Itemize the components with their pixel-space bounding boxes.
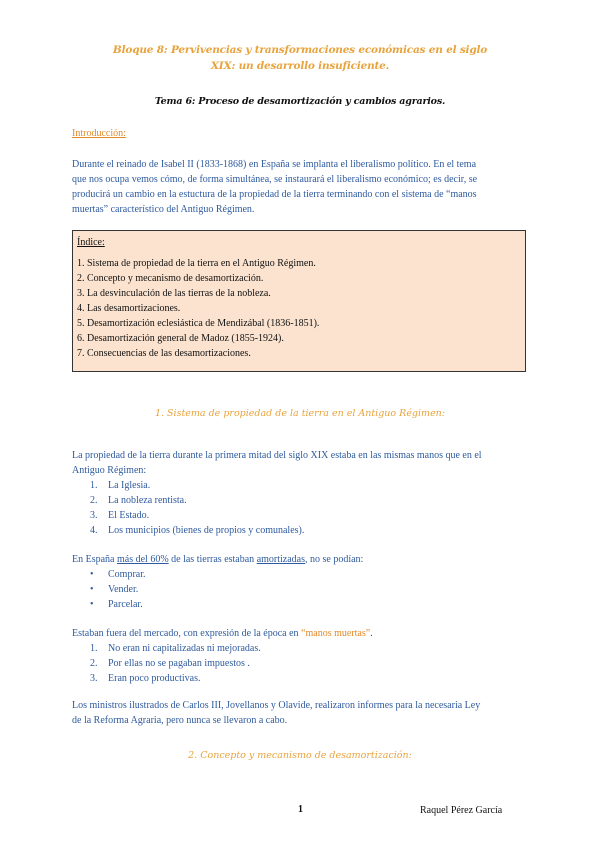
- list-text: La Iglesia.: [108, 480, 151, 491]
- list-number: 2.: [90, 658, 98, 669]
- index-heading: Índice:: [77, 237, 105, 248]
- list-text: Comprar.: [108, 569, 146, 580]
- paragraph-line: La propiedad de la tierra durante la primera mitad del siglo XIX estaba en las mismas manos que en el: [72, 450, 482, 461]
- list-item: [90, 567, 146, 582]
- list-number: 3.: [90, 510, 98, 521]
- list-item: [90, 523, 304, 538]
- list-number: 1.: [90, 480, 98, 491]
- list-number: 4.: [90, 525, 98, 536]
- index-item: 1. Sistema de propiedad de la tierra en el Antiguo Régimen.: [77, 258, 316, 269]
- list-number: 2.: [90, 495, 98, 506]
- index-item: 5. Desamortización eclesiástica de Mendizábal (1836-1851).: [77, 318, 320, 329]
- quote-manos-muertas: “manos muertas”: [301, 628, 371, 639]
- index-item: 6. Desamortización general de Madoz (1855-1924).: [77, 333, 284, 344]
- cannot-list: [90, 567, 146, 612]
- list-text: Por ellas no se pagaban impuestos .: [108, 658, 250, 669]
- intro-line: muertas” característico del Antiguo Régimen.: [72, 204, 255, 215]
- intro-line: producirá un cambio en la estuctura de la propiedad de la tierra terminando con el sistema de “manos: [72, 189, 477, 200]
- section1-paragraph4: [72, 698, 542, 728]
- text-run: .: [370, 628, 373, 639]
- bullet-icon: •: [90, 584, 94, 595]
- author-name: Raquel Pérez García: [420, 805, 503, 816]
- list-item: [90, 641, 261, 656]
- list-text: Eran poco productivas.: [108, 673, 201, 684]
- section1-paragraph1: [72, 448, 542, 478]
- index-item: 7. Consecuencias de las desamortizaciones.: [77, 348, 251, 359]
- intro-heading: Introducción:: [72, 128, 126, 139]
- list-item: [90, 478, 304, 493]
- text-run: , no se podían:: [305, 554, 364, 565]
- bullet-icon: •: [90, 569, 94, 580]
- list-number: 1.: [90, 643, 98, 654]
- index-box: [72, 230, 526, 372]
- list-item: [90, 671, 261, 686]
- text-run: de las tierras estaban: [168, 554, 257, 565]
- intro-paragraph: [72, 157, 542, 217]
- section1-paragraph2: [72, 552, 532, 567]
- intro-line: que nos ocupa vemos cómo, de forma simultánea, se instaurará el liberalismo económico; es decir, se: [72, 174, 478, 185]
- section1-heading: 1. Sistema de propiedad de la tierra en el Antiguo Régimen:: [154, 408, 446, 419]
- paragraph-line: de la Reforma Agraria, pero nunca se llevaron a cabo.: [72, 715, 288, 726]
- list-item: [90, 597, 146, 612]
- owners-list: [90, 478, 304, 538]
- tema-title: Tema 6: Proceso de desamortización y cambios agrarios.: [154, 96, 446, 107]
- list-item: [90, 508, 304, 523]
- list-text: La nobleza rentista.: [108, 495, 187, 506]
- underlined-percent: más del 60%: [117, 554, 169, 565]
- text-run: Estaban fuera del mercado, con expresión de la época en: [72, 628, 302, 639]
- list-item: [90, 582, 146, 597]
- text-run: En España: [72, 554, 117, 565]
- page-number: 1: [298, 804, 303, 815]
- list-text: El Estado.: [108, 510, 150, 521]
- index-item: 2. Concepto y mecanismo de desamortización.: [77, 273, 264, 284]
- list-item: [90, 493, 304, 508]
- list-text: Vender.: [108, 584, 139, 595]
- list-item: [90, 656, 261, 671]
- section2-heading: 2. Concepto y mecanismo de desamortización:: [188, 750, 412, 761]
- reasons-list: [90, 641, 261, 686]
- list-number: 3.: [90, 673, 98, 684]
- paragraph-line: Los ministros ilustrados de Carlos III, Jovellanos y Olavide, realizaron informes para la necesaria Ley: [72, 700, 481, 711]
- index-item: 3. La desvinculación de las tierras de la nobleza.: [77, 288, 271, 299]
- block-title-line2: XIX: un desarrollo insuficiente.: [210, 60, 390, 72]
- section1-paragraph3: [72, 626, 532, 641]
- list-text: Los municipios (bienes de propios y comunales).: [108, 525, 305, 536]
- index-item: 4. Las desamortizaciones.: [77, 303, 181, 314]
- list-text: No eran ni capitalizadas ni mejoradas.: [108, 643, 261, 654]
- bullet-icon: •: [90, 599, 94, 610]
- paragraph-line: Antiguo Régimen:: [72, 465, 147, 476]
- list-text: Parcelar.: [108, 599, 143, 610]
- underlined-amortizadas: amortizadas: [256, 554, 305, 565]
- block-title-line1: Bloque 8: Pervivencias y transformaciones económicas en el siglo: [112, 44, 488, 56]
- intro-line: Durante el reinado de Isabel II (1833-1868) en España se implanta el liberalismo político. En el tema: [72, 159, 477, 170]
